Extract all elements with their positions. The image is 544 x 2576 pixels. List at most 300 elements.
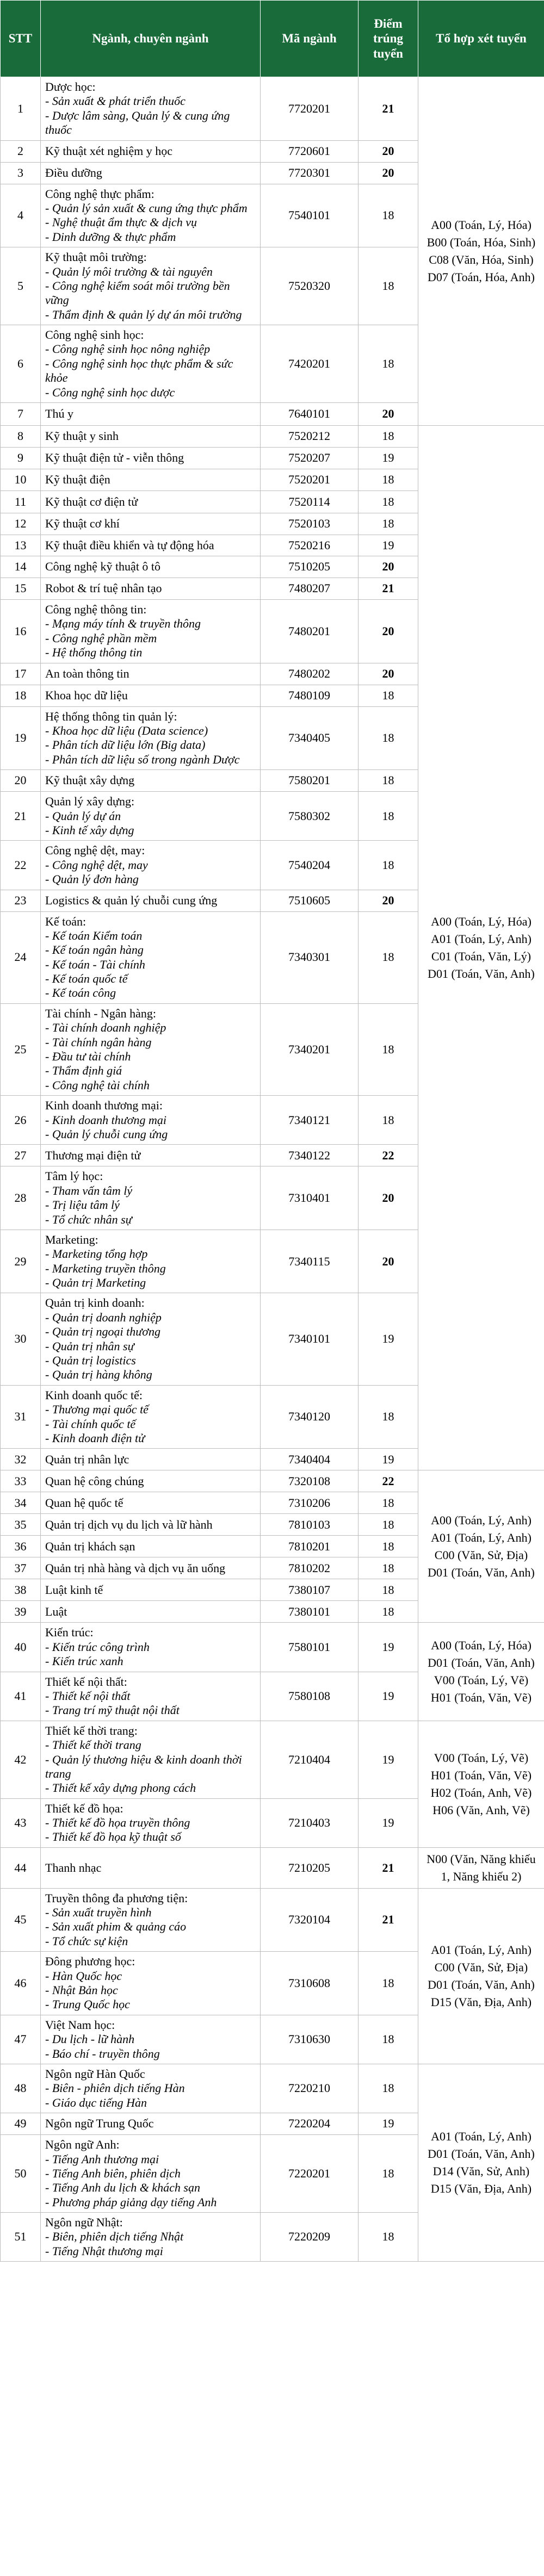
- specialization-item: - Kiến trúc công trình: [45, 1640, 256, 1654]
- specialization-list: [45, 2081, 256, 2110]
- header-combo: Tổ hợp xét tuyển: [418, 1, 544, 77]
- major-name: Quản trị nhà hàng và dịch vụ ăn uống: [45, 1561, 226, 1575]
- specialization-item: - Công nghệ kiểm soát môi trường bền vững: [45, 279, 256, 308]
- cell-score: 20: [358, 1166, 418, 1230]
- cell-major: [41, 792, 261, 841]
- specialization-item: - Quản trị ngoại thương: [45, 1325, 256, 1339]
- cell-code: 7340115: [261, 1230, 358, 1293]
- specialization-item: - Kế toán Kiểm toán: [45, 929, 256, 943]
- major-name: Tài chính - Ngân hàng:: [45, 1006, 157, 1020]
- specialization-list: [45, 1311, 256, 1382]
- cell-score: 19: [358, 2113, 418, 2135]
- specialization-item: - Tiếng Nhật thương mại: [45, 2244, 256, 2258]
- cell-score: 18: [358, 685, 418, 706]
- cell-score: 18: [358, 841, 418, 890]
- major-name: Quản trị dịch vụ du lịch và lữ hành: [45, 1517, 213, 1531]
- cell-stt: 43: [1, 1798, 41, 1847]
- cell-score: 18: [358, 491, 418, 513]
- specialization-item: - Quản lý chuỗi cung ứng: [45, 1127, 256, 1141]
- specialization-list: [45, 1969, 256, 2012]
- cell-stt: 5: [1, 247, 41, 325]
- major-name: Kỹ thuật điện tử - viễn thông: [45, 451, 184, 465]
- table-row: [1, 2064, 544, 2113]
- cell-major: [41, 403, 261, 426]
- cell-score: 18: [358, 2135, 418, 2213]
- cell-score: 18: [358, 184, 418, 247]
- header-row: [1, 1, 544, 77]
- cell-code: 7220201: [261, 2135, 358, 2213]
- cell-score: 19: [358, 1623, 418, 1672]
- combo-line: D01 (Toán, Văn, Anh): [428, 2147, 535, 2161]
- specialization-item: - Kế toán công: [45, 986, 256, 1000]
- cell-stt: 41: [1, 1672, 41, 1721]
- specialization-item: - Tiếng Anh du lịch & khách sạn: [45, 2181, 256, 2195]
- specialization-item: - Quản trị Marketing: [45, 1276, 256, 1290]
- major-name: Việt Nam học:: [45, 2018, 115, 2032]
- cell-major: [41, 2213, 261, 2262]
- specialization-list: [45, 809, 256, 838]
- table-row: [1, 1470, 544, 1492]
- specialization-item: - Tiếng Anh biên, phiên dịch: [45, 2167, 256, 2181]
- cell-major: [41, 1492, 261, 1514]
- cell-major: [41, 1166, 261, 1230]
- cell-score: 18: [358, 325, 418, 403]
- cell-major: [41, 685, 261, 706]
- cell-score: 18: [358, 2213, 418, 2262]
- specialization-list: [45, 929, 256, 1001]
- specialization-item: - Sản xuất & phát triển thuốc: [45, 94, 256, 108]
- cell-code: 7580201: [261, 770, 358, 792]
- cell-score: 19: [358, 1293, 418, 1385]
- cell-score: 20: [358, 556, 418, 578]
- cell-score: 20: [358, 162, 418, 184]
- specialization-item: - Quản trị doanh nghiệp: [45, 1311, 256, 1325]
- cell-major: [41, 426, 261, 448]
- combo-line: D15 (Văn, Địa, Anh): [430, 2181, 532, 2195]
- major-name: Thú y: [45, 407, 73, 421]
- cell-code: 7340101: [261, 1293, 358, 1385]
- cell-stt: 10: [1, 469, 41, 491]
- cell-major: [41, 1672, 261, 1721]
- cell-combo: [418, 1888, 544, 2064]
- specialization-item: - Dược lâm sàng, Quản lý & cung ứng thuốc: [45, 109, 256, 138]
- cell-code: 7520212: [261, 426, 358, 448]
- table-row: [1, 426, 544, 448]
- specialization-list: [45, 2230, 256, 2258]
- specialization-list: [45, 1905, 256, 1948]
- cell-stt: 2: [1, 140, 41, 162]
- major-name: Dược học:: [45, 80, 96, 94]
- header-score: Điểm trúng tuyển: [358, 1, 418, 77]
- cell-code: 7340120: [261, 1385, 358, 1449]
- cell-stt: 25: [1, 1003, 41, 1095]
- cell-stt: 19: [1, 706, 41, 770]
- cell-stt: 51: [1, 2213, 41, 2262]
- major-name: Kỹ thuật cơ điện tử: [45, 494, 138, 508]
- cell-stt: 37: [1, 1557, 41, 1579]
- cell-code: 7220209: [261, 2213, 358, 2262]
- major-name: Logistics & quản lý chuỗi cung ứng: [45, 893, 218, 907]
- cell-score: 21: [358, 1847, 418, 1888]
- specialization-item: - Tổ chức nhân sự: [45, 1213, 256, 1227]
- table-row: [1, 1847, 544, 1888]
- major-name: Quản trị nhân lực: [45, 1452, 129, 1466]
- combo-line: N00 (Văn, Năng khiếu 1, Năng khiếu 2): [426, 1852, 536, 1883]
- specialization-item: - Quản trị hàng không: [45, 1368, 256, 1382]
- specialization-item: - Trị liệu tâm lý: [45, 1198, 256, 1212]
- cell-score: 18: [358, 247, 418, 325]
- specialization-list: [45, 1816, 256, 1845]
- cell-code: 7520114: [261, 491, 358, 513]
- cell-score: 19: [358, 1449, 418, 1470]
- cell-stt: 48: [1, 2064, 41, 2113]
- specialization-item: - Hệ thống thông tin: [45, 645, 256, 660]
- cell-score: 19: [358, 535, 418, 556]
- cell-code: 7480201: [261, 600, 358, 663]
- combo-line: D01 (Toán, Văn, Anh): [428, 1565, 535, 1579]
- cell-score: 18: [358, 706, 418, 770]
- cell-code: 7310608: [261, 1952, 358, 2015]
- major-name: Kỹ thuật cơ khí: [45, 517, 120, 531]
- cell-score: 18: [358, 513, 418, 535]
- major-name: Ngôn ngữ Nhật:: [45, 2215, 123, 2230]
- specialization-item: - Kinh doanh điện tử: [45, 1431, 256, 1445]
- header-stt: STT: [1, 1, 41, 77]
- cell-stt: 35: [1, 1514, 41, 1536]
- cell-score: 22: [358, 1145, 418, 1166]
- major-name: Robot & trí tuệ nhân tạo: [45, 581, 162, 595]
- cell-code: 7810103: [261, 1514, 358, 1536]
- combo-line: H01 (Toán, Văn, Vẽ): [430, 1690, 532, 1704]
- combo-line: B00 (Toán, Hóa, Sinh): [426, 235, 536, 250]
- cell-score: 18: [358, 1579, 418, 1601]
- cell-score: 18: [358, 770, 418, 792]
- cell-score: 18: [358, 792, 418, 841]
- table-row: [1, 1888, 544, 1952]
- cell-major: [41, 600, 261, 663]
- specialization-list: [45, 2032, 256, 2061]
- cell-score: 20: [358, 1230, 418, 1293]
- combo-line: C00 (Văn, Sử, Địa): [434, 1960, 528, 1974]
- specialization-item: - Thẩm định giá: [45, 1064, 256, 1078]
- specialization-list: [45, 858, 256, 887]
- cell-major: [41, 1470, 261, 1492]
- combo-line: D14 (Văn, Sử, Anh): [432, 2164, 530, 2178]
- cell-major: [41, 1798, 261, 1847]
- cell-stt: 26: [1, 1096, 41, 1145]
- combo-line: D01 (Toán, Văn, Anh): [428, 1656, 535, 1670]
- cell-major: [41, 1721, 261, 1798]
- cell-score: 18: [358, 1536, 418, 1557]
- major-name: Quản trị khách sạn: [45, 1539, 135, 1553]
- specialization-list: [45, 724, 256, 767]
- cell-code: 7310401: [261, 1166, 358, 1230]
- specialization-item: - Tài chính quốc tế: [45, 1417, 256, 1431]
- cell-score: 18: [358, 1096, 418, 1145]
- cell-score: 20: [358, 890, 418, 911]
- cell-code: 7520216: [261, 535, 358, 556]
- specialization-item: - Tổ chức sự kiện: [45, 1934, 256, 1948]
- cell-stt: 47: [1, 2015, 41, 2064]
- cell-stt: 32: [1, 1449, 41, 1470]
- table-body: [1, 77, 544, 2262]
- cell-score: 18: [358, 1385, 418, 1449]
- specialization-item: - Phân tích dữ liệu lớn (Big data): [45, 738, 256, 752]
- cell-major: [41, 2064, 261, 2113]
- specialization-item: - Biên - phiên dịch tiếng Hàn: [45, 2081, 256, 2095]
- cell-score: 18: [358, 2064, 418, 2113]
- cell-code: 7720201: [261, 77, 358, 141]
- cell-score: 19: [358, 1672, 418, 1721]
- specialization-list: [45, 1184, 256, 1227]
- cell-code: 7720301: [261, 162, 358, 184]
- combo-line: C08 (Văn, Hóa, Sinh): [429, 253, 534, 267]
- cell-major: [41, 1096, 261, 1145]
- cell-stt: 7: [1, 403, 41, 426]
- specialization-item: - Công nghệ phần mềm: [45, 631, 256, 645]
- major-name: Marketing:: [45, 1232, 98, 1246]
- cell-stt: 1: [1, 77, 41, 141]
- cell-code: 7520103: [261, 513, 358, 535]
- specialization-list: [45, 94, 256, 137]
- cell-score: 18: [358, 1557, 418, 1579]
- cell-major: [41, 890, 261, 911]
- cell-stt: 13: [1, 535, 41, 556]
- specialization-item: - Tiếng Anh thương mại: [45, 2152, 256, 2167]
- major-name: Quản trị kinh doanh:: [45, 1296, 145, 1310]
- cell-score: 18: [358, 1952, 418, 2015]
- cell-stt: 29: [1, 1230, 41, 1293]
- major-name: Ngôn ngữ Trung Quốc: [45, 2116, 154, 2131]
- major-name: Quản lý xây dựng:: [45, 794, 135, 809]
- cell-stt: 24: [1, 911, 41, 1003]
- major-name: Quan hệ quốc tế: [45, 1495, 123, 1510]
- cell-major: [41, 578, 261, 600]
- specialization-item: - Kế toán ngân hàng: [45, 943, 256, 957]
- major-name: Thương mại điện tử: [45, 1148, 141, 1162]
- cell-code: 7220204: [261, 2113, 358, 2135]
- specialization-item: - Quản trị logistics: [45, 1354, 256, 1368]
- cell-code: 7340404: [261, 1449, 358, 1470]
- specialization-item: - Du lịch - lữ hành: [45, 2032, 256, 2046]
- cell-score: 20: [358, 140, 418, 162]
- cell-stt: 23: [1, 890, 41, 911]
- specialization-item: - Marketing truyền thông: [45, 1262, 256, 1276]
- cell-code: 7810202: [261, 1557, 358, 1579]
- major-name: Kỹ thuật xây dựng: [45, 773, 135, 787]
- cell-stt: 11: [1, 491, 41, 513]
- major-name: Kỹ thuật điện: [45, 473, 110, 487]
- specialization-item: - Công nghệ sinh học thực phẩm & sức khỏe: [45, 357, 256, 386]
- specialization-item: - Thiết kế thời trang: [45, 1738, 256, 1752]
- cell-major: [41, 1557, 261, 1579]
- table-row: [1, 1623, 544, 1672]
- cell-score: 20: [358, 663, 418, 685]
- cell-major: [41, 706, 261, 770]
- specialization-list: [45, 1247, 256, 1290]
- specialization-item: - Công nghệ tài chính: [45, 1078, 256, 1093]
- cell-stt: 34: [1, 1492, 41, 1514]
- cell-major: [41, 1623, 261, 1672]
- cell-stt: 21: [1, 792, 41, 841]
- cell-stt: 31: [1, 1385, 41, 1449]
- specialization-item: - Kế toán - Tài chính: [45, 958, 256, 972]
- cell-combo: [418, 77, 544, 426]
- cell-major: [41, 1293, 261, 1385]
- cell-code: 7480109: [261, 685, 358, 706]
- cell-code: 7220210: [261, 2064, 358, 2113]
- specialization-item: - Thiết kế đồ họa kỹ thuật số: [45, 1830, 256, 1844]
- combo-line: A01 (Toán, Lý, Anh): [431, 932, 531, 946]
- cell-code: 7340301: [261, 911, 358, 1003]
- cell-code: 7340122: [261, 1145, 358, 1166]
- specialization-item: - Công nghệ sinh học nông nghiệp: [45, 342, 256, 356]
- cell-code: 7320104: [261, 1888, 358, 1952]
- cell-stt: 42: [1, 1721, 41, 1798]
- table-row: [1, 77, 544, 141]
- cell-major: [41, 911, 261, 1003]
- table-row: [1, 1721, 544, 1798]
- specialization-item: - Biên, phiên dịch tiếng Nhật: [45, 2230, 256, 2244]
- major-name: Kỹ thuật y sinh: [45, 429, 119, 443]
- cell-major: [41, 663, 261, 685]
- major-name: Luật kinh tế: [45, 1582, 103, 1597]
- major-name: Công nghệ kỹ thuật ô tô: [45, 560, 161, 574]
- cell-code: 7380107: [261, 1579, 358, 1601]
- major-name: Thanh nhạc: [45, 1860, 102, 1874]
- cell-major: [41, 469, 261, 491]
- specialization-item: - Trang trí mỹ thuật nội thất: [45, 1703, 256, 1717]
- cell-combo: [418, 1623, 544, 1721]
- specialization-item: - Phân tích dữ liệu số trong ngành Dược: [45, 753, 256, 767]
- specialization-item: - Thiết kế xây dựng phong cách: [45, 1781, 256, 1795]
- cell-code: 7210403: [261, 1798, 358, 1847]
- major-name: Quan hệ công chúng: [45, 1474, 144, 1488]
- major-name: Ngôn ngữ Anh:: [45, 2138, 120, 2152]
- cell-code: 7420201: [261, 325, 358, 403]
- major-name: Kinh doanh quốc tế:: [45, 1388, 143, 1402]
- cell-score: 18: [358, 1601, 418, 1623]
- cell-major: [41, 1230, 261, 1293]
- combo-line: A00 (Toán, Lý, Hóa): [431, 915, 531, 929]
- specialization-list: [45, 1689, 256, 1718]
- combo-line: H01 (Toán, Văn, Vẽ): [430, 1768, 532, 1782]
- cell-stt: 27: [1, 1145, 41, 1166]
- cell-code: 7380101: [261, 1601, 358, 1623]
- cell-major: [41, 162, 261, 184]
- cell-major: [41, 770, 261, 792]
- cell-code: 7480202: [261, 663, 358, 685]
- cell-stt: 45: [1, 1888, 41, 1952]
- cell-stt: 33: [1, 1470, 41, 1492]
- cell-combo: [418, 1470, 544, 1623]
- cell-score: 18: [358, 2015, 418, 2064]
- specialization-item: - Khoa học dữ liệu (Data science): [45, 724, 256, 738]
- specialization-item: - Kiến trúc xanh: [45, 1654, 256, 1668]
- specialization-item: - Quản lý môi trường & tài nguyên: [45, 265, 256, 279]
- cell-code: 7210404: [261, 1721, 358, 1798]
- cell-stt: 3: [1, 162, 41, 184]
- combo-line: A01 (Toán, Lý, Anh): [431, 1531, 531, 1544]
- specialization-list: [45, 1021, 256, 1093]
- specialization-item: - Quản trị nhân sự: [45, 1339, 256, 1354]
- cell-code: 7580302: [261, 792, 358, 841]
- major-name: An toàn thông tin: [45, 666, 129, 680]
- cell-stt: 4: [1, 184, 41, 247]
- cell-code: 7520320: [261, 247, 358, 325]
- specialization-item: - Đầu tư tài chính: [45, 1050, 256, 1064]
- cell-stt: 9: [1, 448, 41, 469]
- specialization-item: - Mạng máy tính & truyền thông: [45, 617, 256, 631]
- cell-combo: [418, 426, 544, 1470]
- cell-major: [41, 1579, 261, 1601]
- major-name: Truyền thông đa phương tiện:: [45, 1891, 188, 1905]
- cell-major: [41, 325, 261, 403]
- combo-line: A00 (Toán, Lý, Anh): [431, 1513, 531, 1528]
- specialization-item: - Giáo dục tiếng Hàn: [45, 2096, 256, 2110]
- cell-major: [41, 491, 261, 513]
- cell-code: 7540101: [261, 184, 358, 247]
- cell-code: 7340405: [261, 706, 358, 770]
- cell-stt: 16: [1, 600, 41, 663]
- major-name: Thiết kế thời trang:: [45, 1723, 138, 1737]
- cell-score: 19: [358, 1721, 418, 1798]
- cell-stt: 50: [1, 2135, 41, 2213]
- cell-code: 7310206: [261, 1492, 358, 1514]
- cell-major: [41, 2135, 261, 2213]
- cell-stt: 6: [1, 325, 41, 403]
- combo-line: A01 (Toán, Lý, Anh): [431, 1943, 531, 1957]
- cell-code: 7520201: [261, 469, 358, 491]
- cell-code: 7340121: [261, 1096, 358, 1145]
- cell-stt: 15: [1, 578, 41, 600]
- cell-code: 7520207: [261, 448, 358, 469]
- specialization-list: [45, 1640, 256, 1669]
- major-name: Kỹ thuật xét nghiệm y học: [45, 144, 173, 158]
- specialization-item: - Quản lý đơn hàng: [45, 872, 256, 886]
- specialization-item: - Sản xuất phim & quảng cáo: [45, 1920, 256, 1934]
- cell-code: 7510205: [261, 556, 358, 578]
- specialization-item: - Sản xuất truyền hình: [45, 1905, 256, 1920]
- combo-line: D01 (Toán, Văn, Anh): [428, 967, 535, 981]
- cell-stt: 46: [1, 1952, 41, 2015]
- specialization-list: [45, 617, 256, 660]
- cell-code: 7720601: [261, 140, 358, 162]
- major-name: Hệ thống thông tin quản lý:: [45, 709, 177, 723]
- major-name: Công nghệ sinh học:: [45, 328, 144, 342]
- cell-score: 21: [358, 1888, 418, 1952]
- cell-major: [41, 1449, 261, 1470]
- cell-stt: 44: [1, 1847, 41, 1888]
- cell-stt: 39: [1, 1601, 41, 1623]
- specialization-item: - Tham vấn tâm lý: [45, 1184, 256, 1198]
- cell-score: 18: [358, 426, 418, 448]
- major-name: Điều dưỡng: [45, 165, 102, 179]
- major-name: Kiến trúc:: [45, 1625, 94, 1640]
- cell-major: [41, 513, 261, 535]
- cell-code: 7580101: [261, 1623, 358, 1672]
- major-name: Kinh doanh thương mại:: [45, 1098, 163, 1113]
- cell-stt: 28: [1, 1166, 41, 1230]
- cell-major: [41, 1952, 261, 2015]
- cell-combo: [418, 1721, 544, 1847]
- cell-major: [41, 535, 261, 556]
- specialization-item: - Tài chính doanh nghiệp: [45, 1021, 256, 1035]
- major-name: Kỹ thuật điều khiển và tự động hóa: [45, 538, 214, 552]
- combo-line: H06 (Văn, Anh, Vẽ): [432, 1803, 530, 1817]
- specialization-item: - Dinh dưỡng & thực phẩm: [45, 230, 256, 244]
- major-name: Công nghệ dệt, may:: [45, 843, 145, 858]
